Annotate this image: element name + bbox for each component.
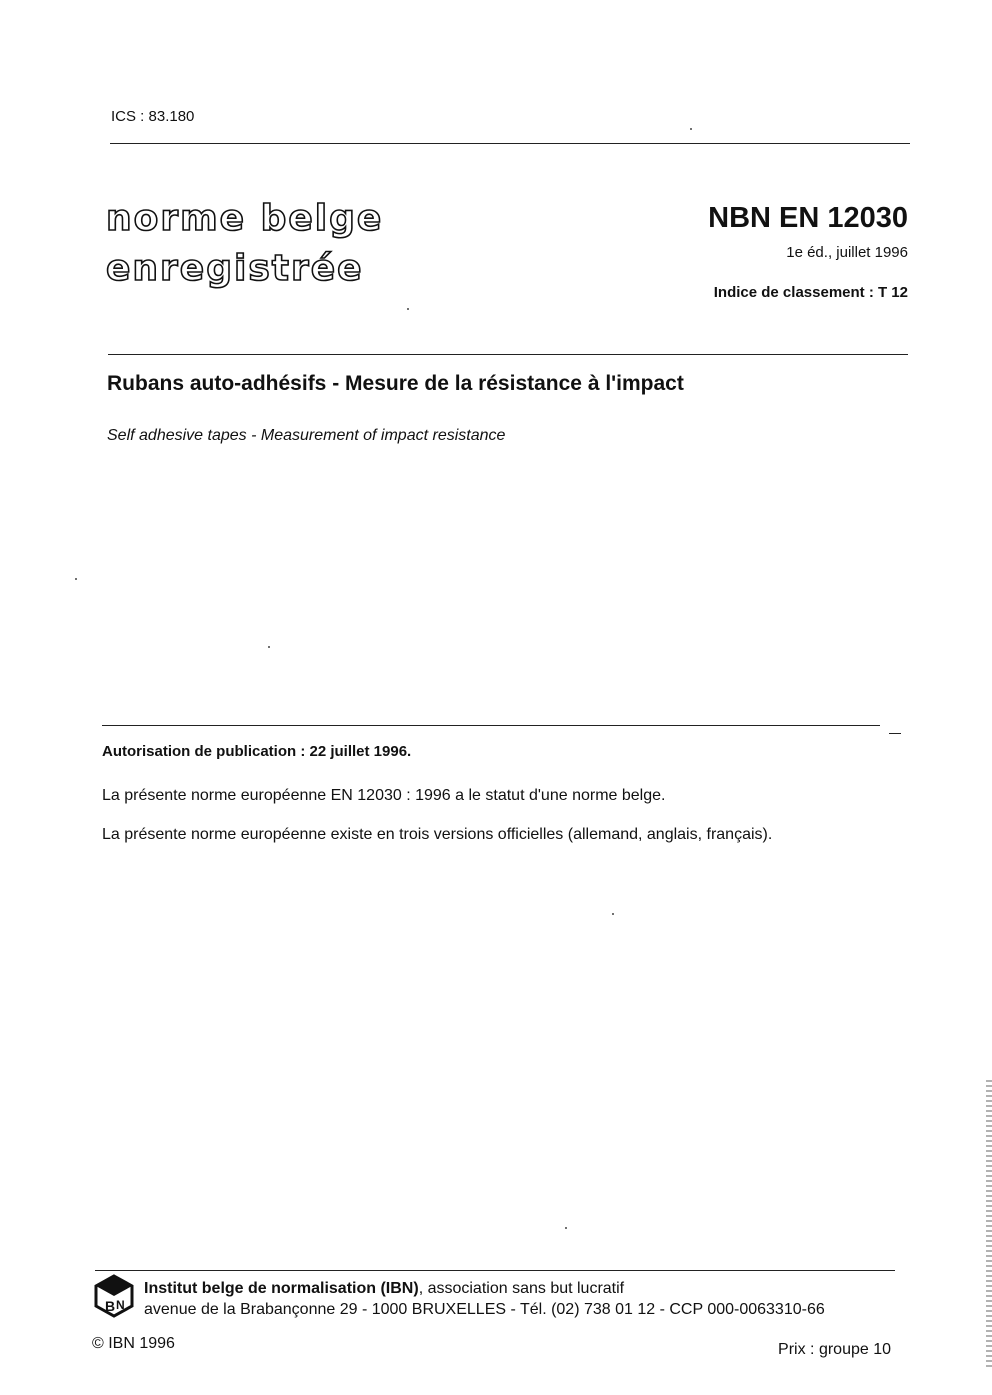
top-divider <box>110 143 910 144</box>
title-english: Self adhesive tapes - Measurement of impact resistance <box>107 427 506 444</box>
title-divider <box>108 354 908 355</box>
footer-divider <box>95 1270 895 1271</box>
institute-address: avenue de la Brabançonne 29 - 1000 BRUXELLES - Tél. (02) 738 01 12 - CCP 000-0063310-66 <box>144 1301 825 1318</box>
classification-index: Indice de classement : T 12 <box>713 284 908 301</box>
edition: 1e éd., juillet 1996 <box>786 244 908 261</box>
status-paragraph: La présente norme européenne EN 12030 : 1996 a le statut d'une norme belge. <box>102 787 666 804</box>
scan-speck <box>75 578 77 580</box>
price-group: Prix : groupe 10 <box>778 1341 891 1358</box>
scan-speck <box>612 913 614 915</box>
ibn-logo-icon <box>94 1274 134 1318</box>
standard-number: NBN EN 12030 <box>708 202 908 234</box>
title-french: Rubans auto-adhésifs - Mesure de la résistance à l'impact <box>107 372 684 395</box>
copyright: © IBN 1996 <box>92 1335 175 1352</box>
scan-edge-noise <box>986 1080 992 1370</box>
body-divider <box>102 725 880 726</box>
institute-description: , association sans but lucratif <box>418 1280 625 1297</box>
scan-speck <box>690 128 692 130</box>
institute-line <box>144 1280 624 1298</box>
scan-speck <box>407 308 409 310</box>
svg-text:B: B <box>105 1298 116 1314</box>
doc-type-line2: enregistrée <box>106 248 364 289</box>
versions-paragraph: La présente norme européenne existe en trois versions officielles (allemand, anglais, français). <box>102 826 773 843</box>
institute-name: Institut belge de normalisation (IBN) <box>144 1280 419 1297</box>
doc-type-line1: norme belge <box>106 198 384 239</box>
publication-authorization: Autorisation de publication : 22 juillet 1996. <box>102 743 412 760</box>
scan-speck <box>565 1227 567 1229</box>
svg-text:N: N <box>116 1298 125 1312</box>
body-divider-tick <box>889 733 901 734</box>
ics-code: ICS : 83.180 <box>111 108 195 125</box>
scan-speck <box>268 646 270 648</box>
